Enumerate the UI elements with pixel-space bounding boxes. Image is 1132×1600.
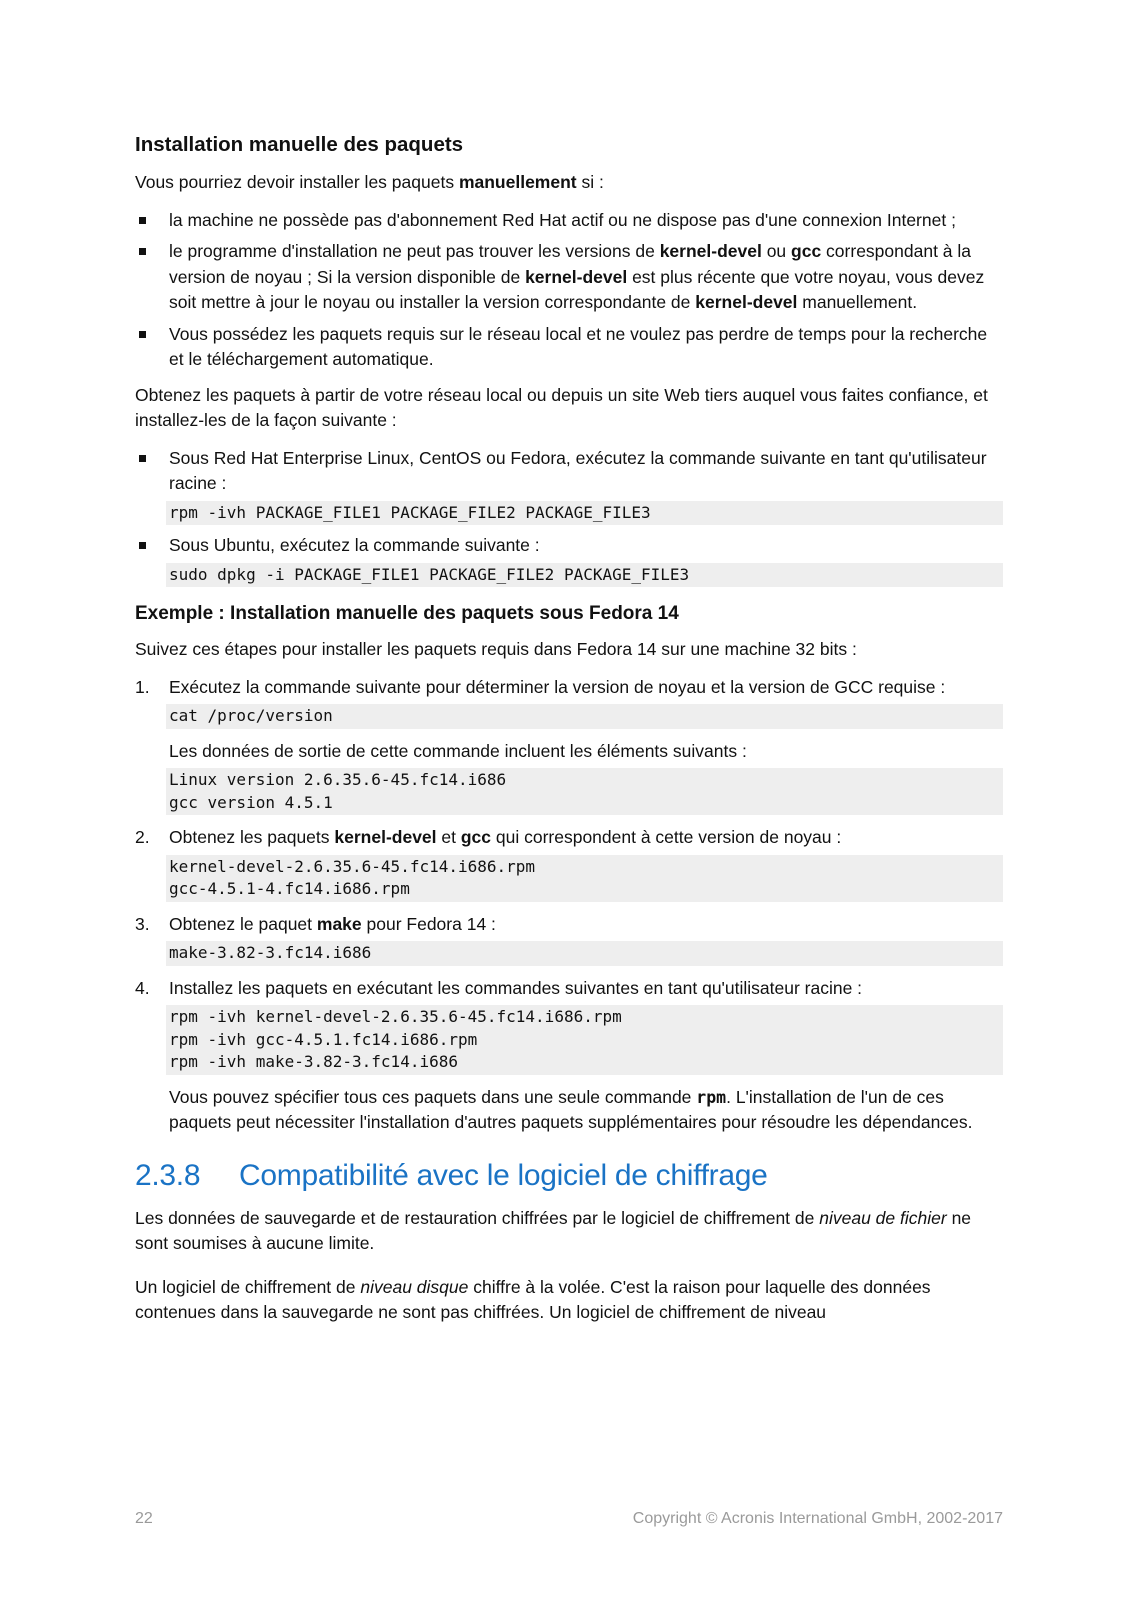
step-number: 1. bbox=[135, 676, 150, 697]
list-item: le programme d'installation ne peut pas trouver les versions de kernel-devel ou gcc correspondant à la version de noyau ; Si la version disponible de kernel-devel est plus récente que votre noyau, vous devez soit mettre à jour le noyau ou installer la version correspondante de kernel-devel manuellement. bbox=[135, 239, 1003, 316]
code-block: Linux version 2.6.35.6-45.fc14.i686 gcc version 4.5.1 bbox=[166, 768, 1003, 815]
code-block: cat /proc/version bbox=[166, 704, 1003, 729]
list-item: Sous Ubuntu, exécutez la commande suivante : sudo dpkg -i PACKAGE_FILE1 PACKAGE_FILE2 PACKAGE_FILE3 bbox=[135, 533, 1003, 587]
code-block: make-3.82-3.fc14.i686 bbox=[166, 941, 1003, 966]
step-number: 3. bbox=[135, 913, 150, 934]
page-footer bbox=[135, 1510, 1003, 1528]
heading-2-3-8: 2.3.8 Compatibilité avec le logiciel de chiffrage bbox=[135, 1158, 768, 1192]
page-content bbox=[135, 132, 1003, 1338]
bullet-icon bbox=[139, 217, 146, 224]
example-title: Exemple : Installation manuelle des paquets sous Fedora 14 bbox=[135, 603, 679, 624]
conditions-list bbox=[135, 208, 1003, 373]
list-item: Sous Red Hat Enterprise Linux, CentOS ou Fedora, exécutez la commande suivante en tant qu'utilisateur racine : rpm -ivh PACKAGE_FILE1 PACKAGE_FILE2 PACKAGE_FILE3 bbox=[135, 446, 1003, 526]
list-item: la machine ne possède pas d'abonnement Red Hat actif ou ne dispose pas d'une connexion Internet ; bbox=[135, 208, 1003, 234]
step-item: 3. Obtenez le paquet make pour Fedora 14 : make-3.82-3.fc14.i686 bbox=[135, 912, 1003, 966]
obtain-paragraph: Obtenez les paquets à partir de votre réseau local ou depuis un site Web tiers auquel vous faites confiance, et installez-les de la façon suivante : bbox=[135, 384, 988, 430]
encryption-paragraph-2: Un logiciel de chiffrement de niveau disque chiffre à la volée. C'est la raison pour laquelle des données contenues dans la sauvegarde ne sont pas chiffrées. Un logiciel de chiffrement de niveau bbox=[135, 1276, 931, 1322]
step-number: 4. bbox=[135, 977, 150, 998]
code-block-ubuntu: sudo dpkg -i PACKAGE_FILE1 PACKAGE_FILE2 PACKAGE_FILE3 bbox=[166, 563, 1003, 588]
list-item: Vous possédez les paquets requis sur le réseau local et ne voulez pas perdre de temps pour la recherche et le téléchargement automatique. bbox=[135, 322, 1003, 373]
example-intro: Suivez ces étapes pour installer les paquets requis dans Fedora 14 sur une machine 32 bits : bbox=[135, 639, 857, 659]
step-number: 2. bbox=[135, 827, 150, 847]
step-item: 1. Exécutez la commande suivante pour déterminer la version de noyau et la version de GCC requise : cat /proc/version Les données de sortie de cette commande incluent les éléments suivants : Linux version 2.6.35.6-45.fc14.i686 gcc version 4.5.1 bbox=[135, 675, 1003, 816]
step-item: 4. Installez les paquets en exécutant les commandes suivantes en tant qu'utilisateur racine : rpm -ivh kernel-devel-2.6.35.6-45.fc14.i686.rpm rpm -ivh gcc-4.5.1.fc14.i686.rpm rpm -ivh make-3.82-3.fc14.i686 Vous pouvez spécifier tous ces paquets dans une seule commande rpm. L'installation de l'un de ces paquets peut nécessiter l'installation d'autres paquets supplémentaires pour résoudre les dépendances. bbox=[135, 976, 1003, 1136]
steps-list bbox=[135, 675, 1003, 1136]
step-item: 2. Obtenez les paquets kernel-devel et gcc qui correspondent à cette version de noyau : kernel-devel-2.6.35.6-45.fc14.i686.rpm gcc-4.5.1-4.fc14.i686.rpm bbox=[135, 825, 1003, 902]
code-block: kernel-devel-2.6.35.6-45.fc14.i686.rpm gcc-4.5.1-4.fc14.i686.rpm bbox=[166, 855, 1003, 902]
section-intro: Vous pourriez devoir installer les paquets manuellement si : bbox=[135, 172, 604, 192]
copyright-notice: Copyright © Acronis International GmbH, 2002-2017 bbox=[632, 1510, 1003, 1527]
bullet-icon bbox=[139, 331, 146, 338]
output-description: Les données de sortie de cette commande incluent les éléments suivants : bbox=[169, 740, 747, 761]
code-block-redhat: rpm -ivh PACKAGE_FILE1 PACKAGE_FILE2 PACKAGE_FILE3 bbox=[166, 501, 1003, 526]
distro-list bbox=[135, 446, 1003, 588]
bullet-icon bbox=[139, 542, 146, 549]
encryption-paragraph-1: Les données de sauvegarde et de restauration chiffrées par le logiciel de chiffrement de niveau de fichier ne sont soumises à aucune limite. bbox=[135, 1207, 972, 1253]
code-block: rpm -ivh kernel-devel-2.6.35.6-45.fc14.i686.rpm rpm -ivh gcc-4.5.1.fc14.i686.rpm rpm -ivh make-3.82-3.fc14.i686 bbox=[166, 1005, 1003, 1075]
page-number: 22 bbox=[135, 1510, 153, 1527]
section-title: Installation manuelle des paquets bbox=[135, 133, 464, 156]
step4-note: Vous pouvez spécifier tous ces paquets dans une seule commande rpm. L'installation de l'un de ces paquets peut nécessiter l'installation d'autres paquets supplémentaires pour résoudre les dépendances. bbox=[169, 1086, 973, 1132]
bullet-icon bbox=[139, 455, 146, 462]
bullet-icon bbox=[139, 248, 146, 255]
